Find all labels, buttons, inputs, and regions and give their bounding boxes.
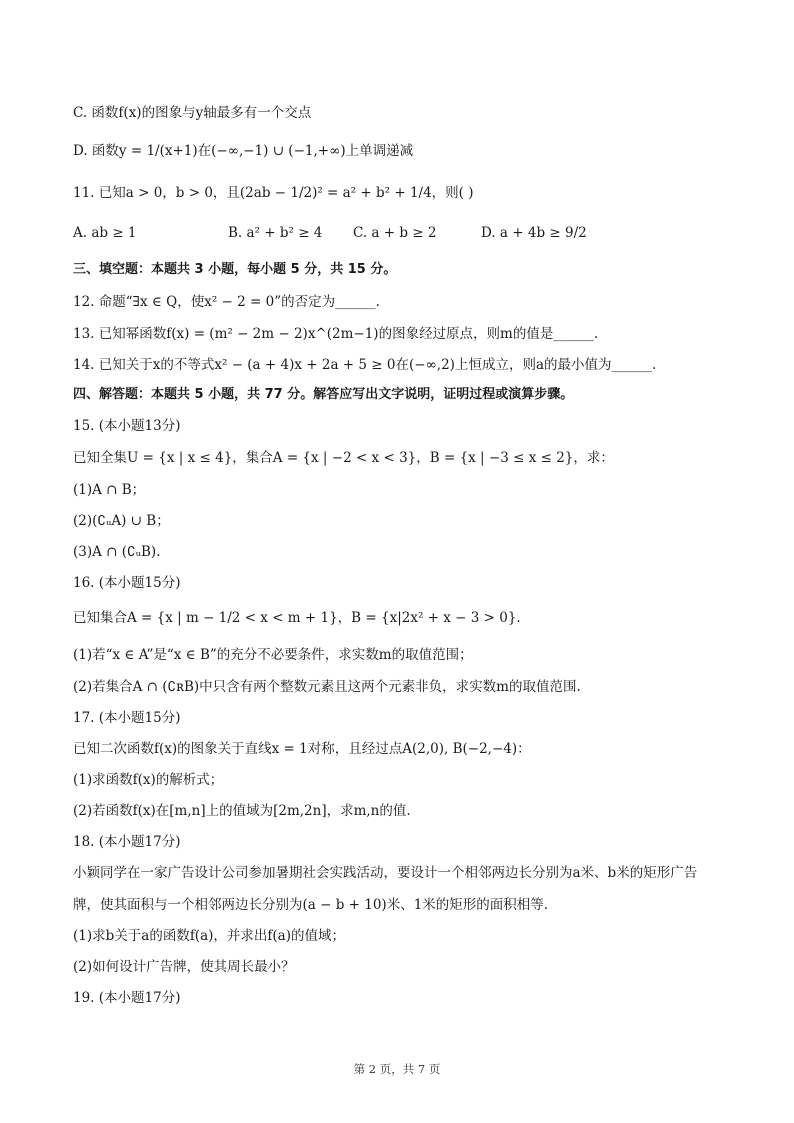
question-16-body: 已知集合A = {x | m − 1/2 < x < m + 1}，B = {x|2x² + x − 3 > 0}. (73, 610, 521, 626)
question-15-part-1: (1)A ∩ B； (73, 482, 146, 498)
question-18-part-2: (2)如何设计广告牌，使其周长最小？ (73, 959, 295, 975)
question-18-body-line-2: 牌，使其面积与一个相邻两边长分别为(a − b + 10)米、1米的矩形的面积相等. (73, 897, 549, 913)
question-15-body: 已知全集U = {x | x ≤ 4}，集合A = {x | −2 < x < 3}，B = {x | −3 ≤ x ≤ 2}，求： (73, 450, 614, 466)
page-footer: 第 2 页，共 7 页 (353, 1062, 441, 1076)
question-15-part-3: (3)A ∩ (∁ᵤB). (73, 544, 161, 560)
question-16-part-2: (2)若集合A ∩ (∁ʀB)中只含有两个整数元素且这两个元素非负，求实数m的取值范围. (73, 679, 581, 695)
question-17-title: 17. (本小题15分) (73, 710, 181, 726)
question-17-body: 已知二次函数f(x)的图象关于直线x = 1对称，且经过点A(2,0), B(−2,−4)： (73, 741, 531, 757)
option-c-q11: C. a + b ≥ 2 (353, 225, 437, 241)
question-13: 13. 已知幂函数f(x) = (m² − 2m − 2)x^(2m−1)的图象经过原点，则m的值是______. (73, 326, 599, 342)
option-d-q11: D. a + 4b ≥ 9/2 (481, 225, 587, 241)
question-16-title: 16. (本小题15分) (73, 575, 181, 591)
question-18-title: 18. (本小题17分) (73, 834, 181, 850)
option-c-q10: C. 函数f(x)的图象与y轴最多有一个交点 (73, 105, 312, 121)
option-a-q11: A. ab ≥ 1 (73, 225, 137, 241)
question-18-part-1: (1)求b关于a的函数f(a)，并求出f(a)的值域； (73, 928, 345, 944)
question-19-title: 19. (本小题17分) (73, 990, 181, 1006)
option-d-q10: D. 函数y = 1/(x+1)在(−∞,−1) ∪ (−1,+∞)上单调递减 (73, 143, 414, 159)
question-15-title: 15. (本小题13分) (73, 418, 181, 434)
question-17-part-2: (2)若函数f(x)在[m,n]上的值域为[2m,2n]，求m,n的值. (73, 803, 411, 819)
question-15-part-2: (2)(∁ᵤA) ∪ B； (73, 513, 170, 529)
option-b-q11: B. a² + b² ≥ 4 (228, 225, 323, 241)
question-14: 14. 已知关于x的不等式x² − (a + 4)x + 2a + 5 ≥ 0在(−∞,2)上恒成立，则a的最小值为______. (73, 357, 657, 373)
question-16-part-1: (1)若“x ∈ A”是“x ∈ B”的充分不必要条件，求实数m的取值范围； (73, 647, 473, 663)
question-11-options (73, 223, 734, 243)
question-11: 11. 已知a > 0，b > 0，且(2ab − 1/2)² = a² + b² + 1/4，则( ) (73, 185, 474, 201)
section-4-heading: 四、解答题：本题共 5 小题，共 77 分。解答应写出文字说明，证明过程或演算步骤。 (73, 387, 574, 402)
section-3-heading: 三、填空题：本题共 3 小题，每小题 5 分，共 15 分。 (73, 262, 397, 277)
question-18-body-line-1: 小颖同学在一家广告设计公司参加暑期社会实践活动，要设计一个相邻两边长分别为a米、b米的矩形广告 (73, 865, 698, 881)
question-17-part-1: (1)求函数f(x)的解析式； (73, 772, 224, 788)
question-12: 12. 命题“∃x ∈ Q，使x² − 2 = 0”的否定为______. (73, 294, 380, 310)
